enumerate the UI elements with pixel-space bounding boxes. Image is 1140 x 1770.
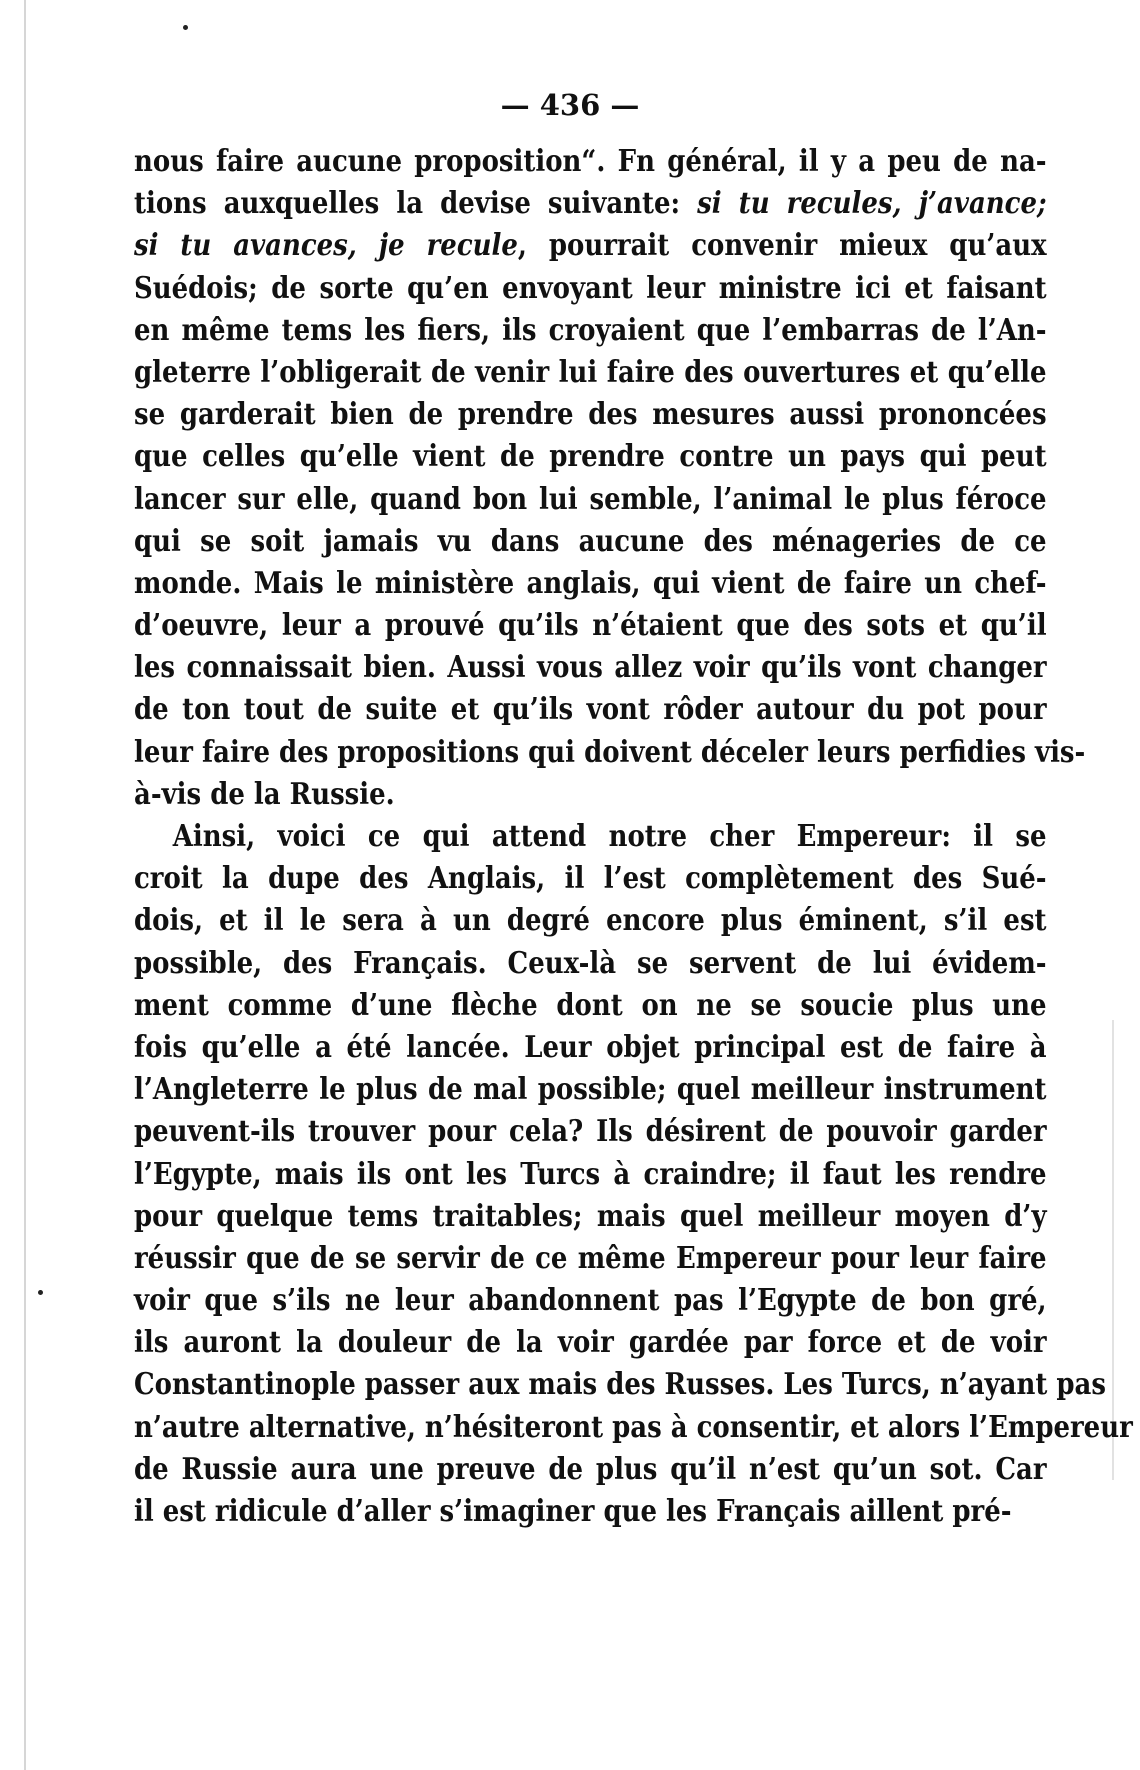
text-line xyxy=(134,984,1047,1026)
text-line xyxy=(134,857,1047,899)
text-line xyxy=(134,393,1047,435)
text-line xyxy=(134,1110,1047,1152)
text-run: en même tems les fiers, ils croyaient que l’embarras de l’An- xyxy=(134,311,1047,347)
print-speck xyxy=(183,25,188,30)
page-number: — 436 — xyxy=(500,88,640,122)
text-line xyxy=(134,688,1047,730)
text-run: possible, des Français. Ceux-là se servent de lui évidem- xyxy=(134,944,1047,980)
text-line xyxy=(134,562,1047,604)
text-run: Constantinople passer aux mais des Russes. Les Turcs, n’ayant pas xyxy=(134,1366,1106,1402)
text-run: Suédois; de sorte qu’en envoyant leur ministre ici et faisant xyxy=(134,269,1047,305)
text-line xyxy=(134,224,1047,266)
text-run: d’oeuvre, leur a prouvé qu’ils n’étaient que des sots et qu’il xyxy=(134,607,1047,643)
text-line xyxy=(134,1448,1047,1490)
text-line xyxy=(134,942,1047,984)
text-run: se garderait bien de prendre des mesures aussi prononcées xyxy=(134,396,1047,432)
text-line xyxy=(134,1406,1133,1448)
text-run: réussir que de se servir de ce même Empereur pour leur faire xyxy=(134,1239,1047,1275)
body-text xyxy=(134,140,1133,1532)
text-run: dois, et il le sera à un degré encore plus éminent, s’il est xyxy=(134,902,1047,938)
left-margin-rule xyxy=(24,0,26,1770)
print-speck xyxy=(38,1290,43,1295)
text-run: leur faire des propositions qui doivent déceler leurs perfidies vis- xyxy=(134,733,1086,769)
text-line xyxy=(134,604,1047,646)
text-run: de ton tout de suite et qu’ils vont rôder autour du pot pour xyxy=(134,691,1047,727)
text-line xyxy=(134,1490,1047,1532)
text-run: à-vis de la Russie. xyxy=(134,775,395,811)
text-run: pour quelque tems traitables; mais quel meilleur moyen d’y xyxy=(134,1197,1047,1233)
text-run: fois qu’elle a été lancée. Leur objet principal est de faire à xyxy=(134,1028,1047,1064)
text-run: n’autre alternative, n’hésiteront pas à consentir, et alors l’Empereur xyxy=(134,1408,1133,1444)
text-line xyxy=(134,1321,1047,1363)
text-run: voir que s’ils ne leur abandonnent pas l’Egypte de bon gré, xyxy=(134,1282,1047,1318)
text-line xyxy=(134,351,1047,393)
text-line xyxy=(134,815,1047,857)
text-run: il est ridicule d’aller s’imaginer que les Français aillent pré- xyxy=(134,1493,1012,1528)
text-run: , pourrait convenir mieux qu’aux xyxy=(517,227,1047,263)
text-run: l’Angleterre le plus de mal possible; quel meilleur instrument xyxy=(134,1071,1047,1107)
text-line xyxy=(134,478,1047,520)
text-run: qui se soit jamais vu dans aucune des ménageries de ce xyxy=(134,522,1047,558)
text-run: l’Egypte, mais ils ont les Turcs à craindre; il faut les rendre xyxy=(134,1155,1047,1191)
text-run: les connaissait bien. Aussi vous allez voir qu’ils vont changer xyxy=(134,649,1047,685)
text-line xyxy=(134,1363,1106,1405)
text-line xyxy=(134,520,1047,562)
text-run: monde. Mais le ministère anglais, qui vient de faire un chef- xyxy=(134,564,1047,600)
text-line xyxy=(134,899,1047,941)
text-run: Ainsi, voici ce qui attend notre cher Empereur: il se xyxy=(172,818,1047,853)
text-run: nous faire aucune proposition“. Fn général, il y a peu de na- xyxy=(134,143,1047,178)
text-line xyxy=(134,731,1086,773)
text-line xyxy=(134,267,1047,309)
text-line xyxy=(134,435,1047,477)
text-line xyxy=(134,309,1047,351)
text-run: tions auxquelles la devise suivante: xyxy=(134,185,698,221)
text-line xyxy=(134,646,1047,688)
text-line xyxy=(134,140,1047,182)
text-line xyxy=(134,1153,1047,1195)
text-run: peuvent-ils trouver pour cela? Ils désirent de pouvoir garder xyxy=(134,1113,1047,1149)
text-run: ment comme d’une flèche dont on ne se soucie plus une xyxy=(134,986,1047,1022)
text-run: lancer sur elle, quand bon lui semble, l’animal le plus féroce xyxy=(134,480,1047,516)
text-line xyxy=(134,1026,1047,1068)
italic-text-run: si tu avances, je recule xyxy=(134,227,518,263)
text-line xyxy=(134,1237,1047,1279)
text-run: ils auront la douleur de la voir gardée par force et de voir xyxy=(134,1324,1047,1360)
text-line xyxy=(134,773,1047,815)
text-line xyxy=(134,1279,1047,1321)
text-line xyxy=(134,1195,1047,1237)
text-line xyxy=(134,1068,1047,1110)
italic-text-run: si tu recules, j’avance; xyxy=(697,185,1047,221)
text-run: gleterre l’obligerait de venir lui faire des ouvertures et qu’elle xyxy=(134,353,1047,389)
text-run: que celles qu’elle vient de prendre contre un pays qui peut xyxy=(134,438,1047,474)
text-run: croit la dupe des Anglais, il l’est complètement des Sué- xyxy=(134,860,1047,896)
text-run: de Russie aura une preuve de plus qu’il n’est qu’un sot. Car xyxy=(134,1450,1047,1486)
text-line xyxy=(134,182,1047,224)
